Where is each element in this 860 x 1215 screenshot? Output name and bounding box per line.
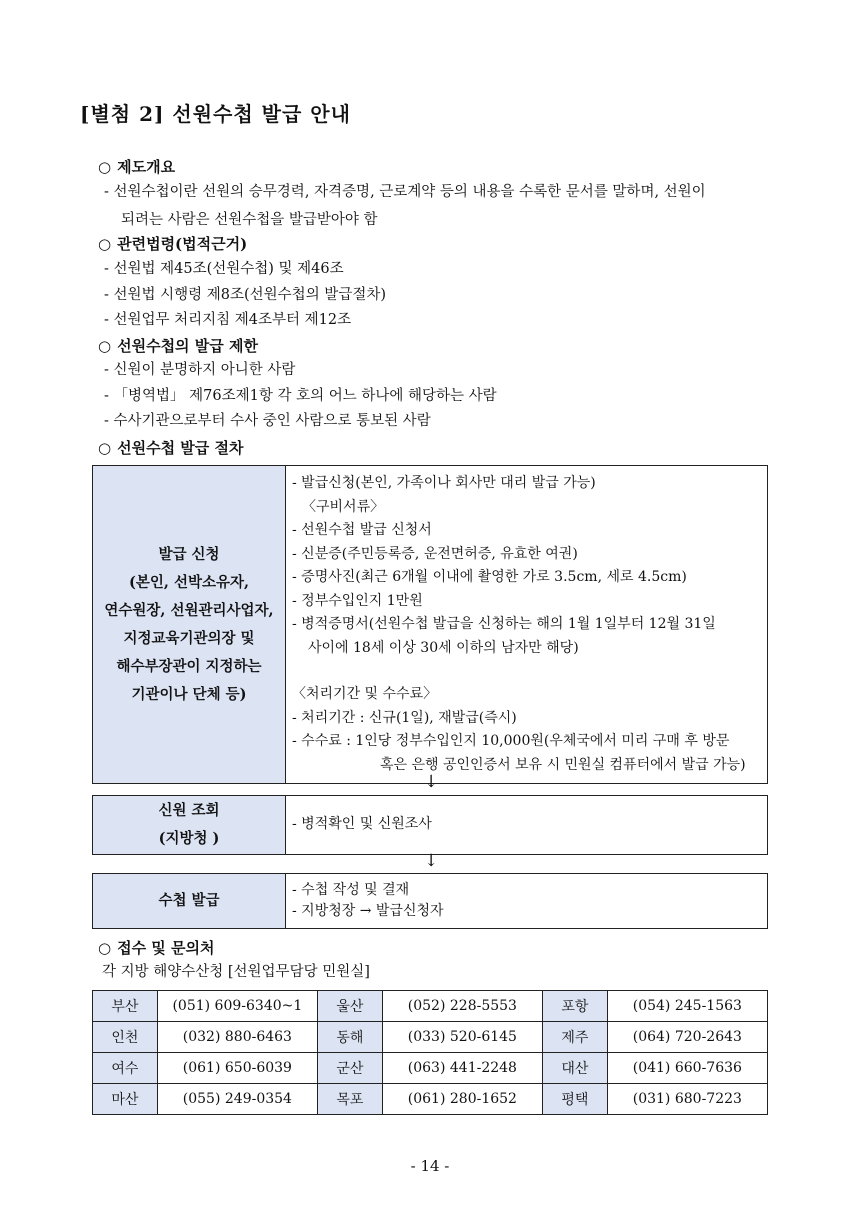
- overview-line-2: 되려는 사람은 선원수첩을 발급받아야 함: [121, 212, 378, 228]
- table-row: [93, 991, 768, 1022]
- city-cell: 인천: [93, 1022, 158, 1053]
- city-cell: 평택: [543, 1084, 608, 1115]
- section-procedure-heading: ○ 선원수첩 발급 절차: [98, 439, 244, 457]
- circle-bullet-icon: ○: [98, 158, 112, 176]
- phone-cell: (063) 441-2248: [382, 1053, 542, 1084]
- procedure-step-check: [92, 795, 768, 855]
- down-arrow-icon: ↓: [424, 772, 439, 792]
- law-item: - 선원법 제45조(선원수첩) 및 제46조: [104, 261, 344, 277]
- phone-cell: (051) 609-6340~1: [157, 991, 317, 1022]
- section-law-heading: ○ 관련법령(법적근거): [98, 235, 248, 253]
- procedure-step-details: - 수첩 작성 및 결재 - 지방청장 → 발급신청자: [286, 874, 768, 929]
- section-contact-heading: ○ 접수 및 문의처: [98, 939, 215, 957]
- city-cell: 제주: [543, 1022, 608, 1053]
- phone-cell: (033) 520-6145: [382, 1022, 542, 1053]
- page-number: - 14 -: [410, 1157, 450, 1175]
- procedure-step-details: - 병적확인 및 신원조사: [286, 796, 768, 855]
- law-item: - 선원법 시행령 제8조(선원수첩의 발급절차): [104, 287, 386, 303]
- city-cell: 대산: [543, 1053, 608, 1084]
- contact-table: [92, 990, 768, 1115]
- procedure-step-details: - 발급신청(본인, 가족이나 회사만 대리 발급 가능) 〈구비서류〉 - 선원수첩 발급 신청서 - 신분증(주민등록증, 운전면허증, 유효한 여권) - 증명사진(최근 6개월 이내에 촬영한 가로 3.5cm, 세로 4.5cm) - 정부수입인지 1만원 - 병적증명서(선원수첩 발급을 신청하는 해의 1월 1일부터 12월 31일 사이에 18세 이상 30세 이하의 남자만 해당) 〈처리기간 및 수수료〉 - 처리기간 : 신규(1일), 재발급(즉시) - 수수료 : 1인당 정부수입인지 10,000원(우체국에서 미리 구매 후 방문 혹은 은행 공인인증서 보유 시 민원실 컴퓨터에서 발급 가능): [286, 466, 768, 784]
- circle-bullet-icon: ○: [98, 939, 112, 957]
- phone-cell: (052) 228-5553: [382, 991, 542, 1022]
- procedure-step-label: 수첩 발급: [93, 874, 286, 929]
- overview-line-1: - 선원수첩이란 선원의 승무경력, 자격증명, 근로계약 등의 내용을 수록한 문서를 말하며, 선원이: [104, 184, 706, 200]
- phone-cell: (061) 650-6039: [157, 1053, 317, 1084]
- procedure-step-label: 신원 조회 (지방청 ): [93, 796, 286, 855]
- circle-bullet-icon: ○: [98, 439, 112, 457]
- city-cell: 군산: [318, 1053, 383, 1084]
- table-row: [93, 1053, 768, 1084]
- procedure-step-issue: [92, 873, 768, 929]
- phone-cell: (041) 660-7636: [607, 1053, 767, 1084]
- section-overview-heading: ○ 제도개요: [98, 158, 176, 176]
- city-cell: 포항: [543, 991, 608, 1022]
- page-title: [별첨 2] 선원수첩 발급 안내: [80, 102, 351, 126]
- phone-cell: (055) 249-0354: [157, 1084, 317, 1115]
- down-arrow-icon: ↓: [424, 851, 439, 871]
- section-restriction-heading: ○ 선원수첩의 발급 제한: [98, 337, 258, 355]
- city-cell: 울산: [318, 991, 383, 1022]
- city-cell: 마산: [93, 1084, 158, 1115]
- phone-cell: (064) 720-2643: [607, 1022, 767, 1053]
- circle-bullet-icon: ○: [98, 235, 112, 253]
- restriction-item: - 수사기관으로부터 수사 중인 사람으로 통보된 사람: [104, 413, 431, 429]
- city-cell: 부산: [93, 991, 158, 1022]
- procedure-step-label: 발급 신청 (본인, 선박소유자, 연수원장, 선원관리사업자, 지정교육기관의장 및 해수부장관이 지정하는 기관이나 단체 등): [93, 466, 286, 784]
- contact-subtitle: 각 지방 해양수산청 [선원업무담당 민원실]: [102, 964, 370, 980]
- procedure-step-apply: [92, 465, 768, 784]
- city-cell: 여수: [93, 1053, 158, 1084]
- phone-cell: (031) 680-7223: [607, 1084, 767, 1115]
- circle-bullet-icon: ○: [98, 337, 112, 355]
- law-item: - 선원업무 처리지침 제4조부터 제12조: [104, 312, 352, 328]
- city-cell: 동해: [318, 1022, 383, 1053]
- table-row: [93, 1022, 768, 1053]
- city-cell: 목포: [318, 1084, 383, 1115]
- phone-cell: (032) 880-6463: [157, 1022, 317, 1053]
- restriction-item: - 신원이 분명하지 아니한 사람: [104, 362, 296, 378]
- table-row: [93, 1084, 768, 1115]
- phone-cell: (054) 245-1563: [607, 991, 767, 1022]
- phone-cell: (061) 280-1652: [382, 1084, 542, 1115]
- restriction-item: - 「병역법」 제76조제1항 각 호의 어느 하나에 해당하는 사람: [104, 388, 497, 404]
